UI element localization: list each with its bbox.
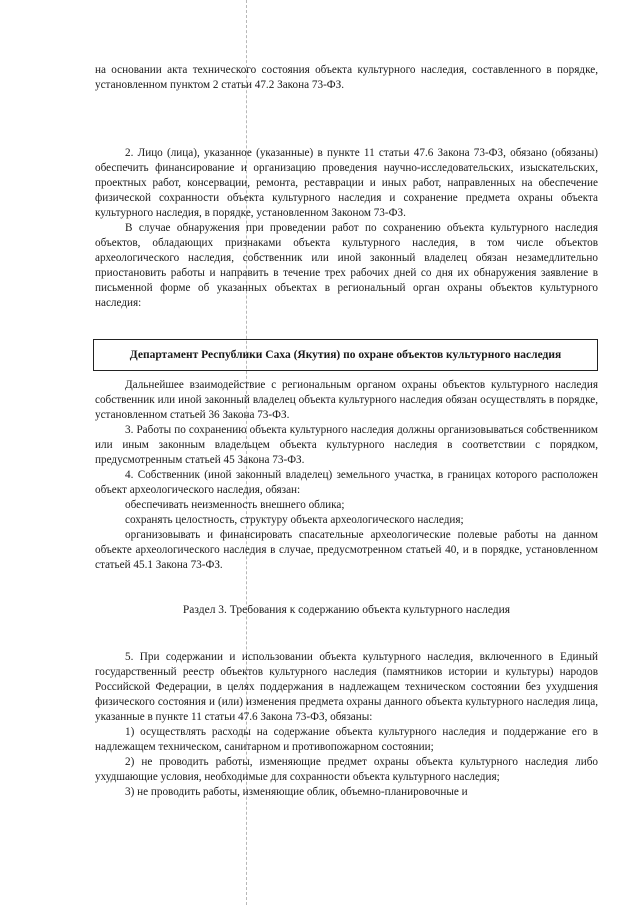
item-5-2: 2) не проводить работы, изменяющие предмет охраны объекта культурного наследия либо ухудшающие условия, необходимые для сохранности объекта культурного наследия; xyxy=(95,756,598,783)
item-4b: сохранять целостность, структуру объекта археологического наследия; xyxy=(125,514,464,526)
obligations-block xyxy=(95,146,598,311)
paragraph-3: 3. Работы по сохранению объекта культурного наследия должны организовываться собственником или иным законным владельцем объекта культурного наследия в соответствии с порядком, предусмотренным статьей 45 Закона 73-ФЗ. xyxy=(95,424,598,466)
item-4a: обеспечивать неизменность внешнего облика; xyxy=(125,499,345,511)
paragraph-4: 4. Собственник (иной законный владелец) земельного участка, в границах которого расположен объект археологического наследия, обязан: xyxy=(95,469,598,496)
intro-block xyxy=(95,63,598,93)
maintenance-block xyxy=(95,650,598,800)
paragraph-5: 5. При содержании и использовании объекта культурного наследия, включенного в Единый государственный реестр объектов культурного наследия (памятников истории и культуры) народов Российской Федерации, в целях поддержания в надлежащем техническом состоянии без ухудшения физического состояния и (или) изменения предмета охраны данного объекта культурного наследия лица, указанные в пункте 11 статьи 47.6 Закона 73-ФЗ, обязаны: xyxy=(95,651,598,723)
item-4c: организовывать и финансировать спасательные археологические полевые работы на данном объекте археологического наследия в случае, предусмотренном статьей 40, и в порядке, установленном статьей 45.1 Закона 73-ФЗ. xyxy=(95,529,598,571)
section-heading: Раздел 3. Требования к содержанию объекта культурного наследия xyxy=(182,604,511,616)
item-5-1: 1) осуществлять расходы на содержание объекта культурного наследия и поддержание его в надлежащем техническом, санитарном и противопожарном состоянии; xyxy=(95,726,598,753)
intro-paragraph: на основании акта технического состояния объекта культурного наследия, составленного в порядке, установленном пунктом 2 статьи 47.2 Закона 73-ФЗ. xyxy=(95,64,598,91)
works-block xyxy=(95,378,598,573)
paragraph-discovery: В случае обнаружения при проведении работ по сохранению объекта культурного наследия объектов, обладающих признаками объекта культурного наследия, в том числе объектов археологического наследия, собственник или иной законный владелец обязан незамедлительно приостановить работы и направить в течение трех рабочих дней со дня их обнаружения заявление в письменной форме об указанных объектах в региональный орган охраны объектов культурного наследия: xyxy=(95,222,598,309)
authority-box: Департамент Республики Саха (Якутия) по охране объектов культурного наследия xyxy=(93,339,598,371)
paragraph-2: 2. Лицо (лица), указанное (указанные) в пункте 11 статьи 47.6 Закона 73-ФЗ, обязано (обязаны) обеспечить финансирование и организацию проведения научно-исследовательских, изыскательских, проектных работ, консервации, ремонта, реставрации и иных работ, направленных на обеспечение физической сохранности объекта культурного наследия и сохранение предмета охраны объекта культурного наследия, в порядке, установленном Законом 73-ФЗ. xyxy=(95,147,598,219)
paragraph-interaction: Дальнейшее взаимодействие с региональным органом охраны объектов культурного наследия собственник или иной законный владелец объекта культурного наследия обязан осуществлять в порядке, установленном статьей 36 Закона 73-ФЗ. xyxy=(95,379,598,421)
item-5-3: 3) не проводить работы, изменяющие облик, объемно-планировочные и xyxy=(125,786,468,798)
